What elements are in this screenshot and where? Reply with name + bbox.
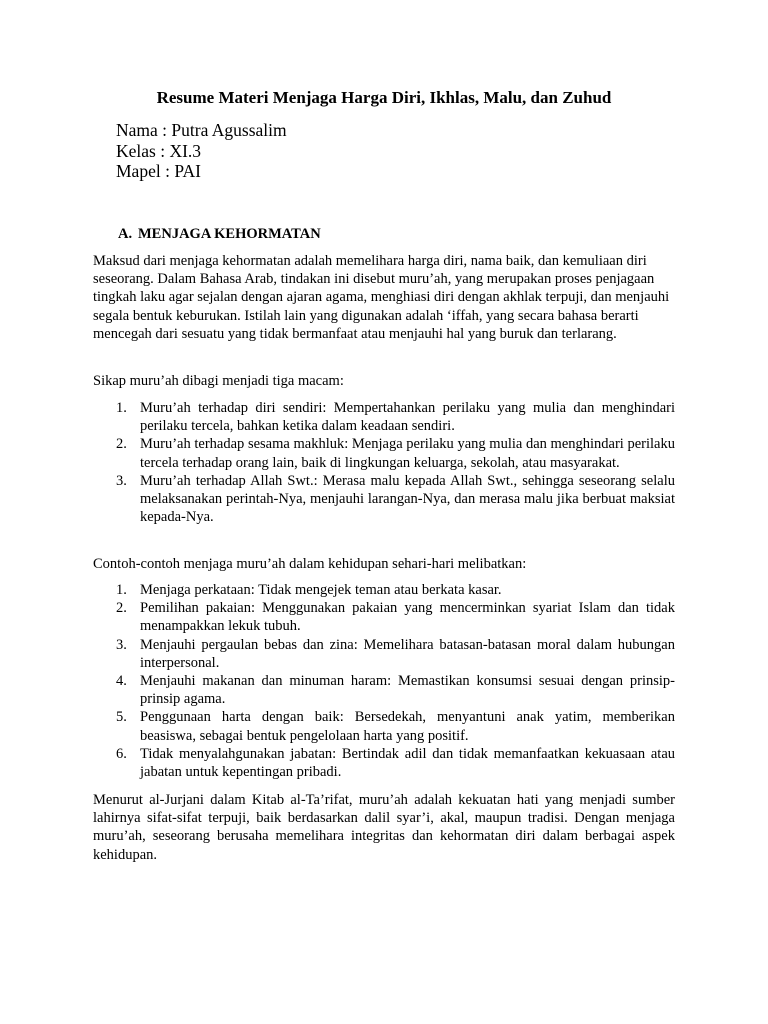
list-text: Tidak menyalahgunakan jabatan: Bertindak adil dan tidak memanfaatkan kekuasaan atau jabatan untuk kepentingan pribadi. — [140, 745, 675, 781]
list-number: 2. — [116, 600, 127, 617]
list-text: Penggunaan harta dengan baik: Bersedekah, menyantuni anak yatim, memberikan beasiswa, sebagai bentuk pengelolaan harta yang positif. — [140, 709, 675, 744]
list-item — [116, 708, 675, 744]
list-item — [116, 636, 675, 672]
student-name: Nama : Putra Agussalim — [116, 120, 287, 140]
list-text: Menjauhi pergaulan bebas dan zina: Memelihara batasan-batasan moral dalam hubungan interpersonal. — [140, 636, 675, 671]
student-info — [116, 120, 287, 182]
paragraph-definition: Maksud dari menjaga kehormatan adalah memelihara harga diri, nama baik, dan kemuliaan diri seseorang. Dalam Bahasa Arab, tindakan ini disebut muru’ah, yang merupakan proses penjagaan tingkah laku agar sejalan dengan ajaran agama, menghiasi diri dengan akhlak terpuji, dan menjauhi segala bentuk keburukan. Istilah lain yang digunakan adalah ‘iffah, yang secara bahasa berarti mencegah dari sesuatu yang tidak bermanfaat atau menjauhi hal yang buruk dan terlarang. — [93, 253, 670, 342]
list-number: 6. — [116, 745, 127, 762]
list-number: 5. — [116, 709, 127, 726]
paragraph-al-jurjani: Menurut al-Jurjani dalam Kitab al-Ta’rifat, muru’ah adalah kekuatan hati yang menjadi sumber lahirnya sifat-sifat terpuji, baik berdasarkan dalil syar’i, akal, maupun tradisi. Dengan menjaga muru’ah, seseorang berusaha memelihara integritas dan kehormatan diri dalam berbagai aspek kehidupan. — [93, 792, 675, 863]
student-class: Kelas : XI.3 — [116, 140, 202, 161]
list-number: 3. — [116, 472, 127, 489]
list-number: 3. — [116, 636, 127, 653]
list-text: Menjauhi makanan dan minuman haram: Memastikan konsumsi sesuai dengan prinsip-prinsip agama. — [140, 673, 675, 708]
section-letter: A. — [118, 226, 133, 242]
list-item — [116, 599, 675, 635]
list-number: 4. — [116, 673, 127, 690]
list-item — [116, 581, 675, 599]
list-item — [116, 435, 675, 471]
list-number: 1. — [116, 582, 127, 598]
list-text: Muru’ah terhadap diri sendiri: Mempertahankan perilaku yang mulia dan menghindari perilaku tercela, bahkan ketika dalam keadaan sendiri. — [140, 400, 675, 435]
list-text: Menjaga perkataan: Tidak mengejek teman atau berkata kasar. — [140, 582, 502, 598]
paragraph-examples-intro: Contoh-contoh menjaga muru’ah dalam kehidupan sehari-hari melibatkan: — [93, 556, 527, 572]
section-title: MENJAGA KEHORMATAN — [138, 226, 321, 242]
list-number: 1. — [116, 400, 127, 416]
list-text: Muru’ah terhadap Allah Swt.: Merasa malu kepada Allah Swt., sehingga seseorang selalu melaksanakan perintah-Nya, menjauhi larangan-Nya, dan merasa malu jika berbuat maksiat kepada-Nya. — [140, 472, 675, 526]
list-item — [116, 672, 675, 708]
list-item — [116, 472, 675, 527]
section-heading — [118, 226, 321, 243]
list-text: Muru’ah terhadap sesama makhluk: Menjaga perilaku yang mulia dan menghindari perilaku tercela terhadap orang lain, baik di lingkungan keluarga, sekolah, atau masyarakat. — [140, 436, 675, 471]
list-item — [116, 745, 675, 781]
paragraph-types-intro: Sikap muru’ah dibagi menjadi tiga macam: — [93, 373, 344, 389]
list-item — [116, 399, 675, 435]
list-number: 2. — [116, 436, 127, 453]
list-text: Pemilihan pakaian: Menggunakan pakaian yang mencerminkan syariat Islam dan tidak menampakkan lekuk tubuh. — [140, 600, 675, 635]
document-title: Resume Materi Menjaga Harga Diri, Ikhlas, Malu, dan Zuhud — [156, 88, 612, 107]
subject: Mapel : PAI — [116, 161, 201, 181]
muruah-examples-list — [116, 581, 675, 781]
muruah-types-list — [116, 399, 675, 526]
